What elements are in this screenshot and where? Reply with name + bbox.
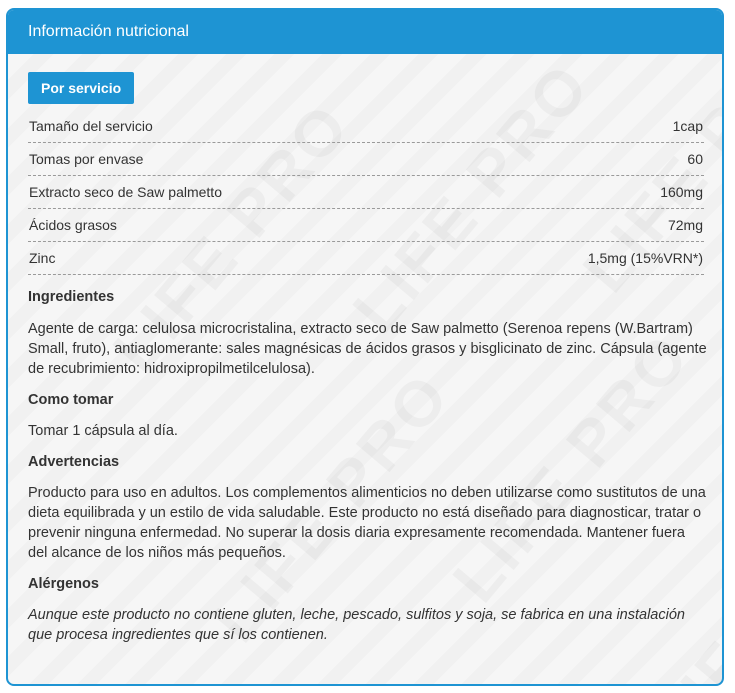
row-label: Zinc	[29, 250, 56, 266]
panel-content	[8, 54, 722, 645]
row-label: Extracto seco de Saw palmetto	[29, 184, 222, 200]
row-value: 60	[687, 151, 703, 167]
ingredients-title: Ingredientes	[28, 289, 115, 305]
row-value: 160mg	[660, 184, 703, 200]
table-row	[28, 176, 704, 209]
row-value: 1cap	[672, 118, 703, 134]
row-label: Tomas por envase	[29, 151, 144, 167]
row-label: Ácidos grasos	[29, 217, 117, 233]
per-serving-tab[interactable]: Por servicio	[28, 72, 134, 104]
ingredients-text: Agente de carga: celulosa microcristalina, extracto seco de Saw palmetto (Serenoa repens (W.Bartram) Small, fruto), antiaglomerante: sales magnésicas de ácidos grasos y bisglicinato de zinc. Cápsula (agente de recubrimiento: hidroxipropilmetilcelulosa).	[28, 321, 707, 377]
panel-header: Información nutricional	[8, 10, 722, 54]
nutrition-panel	[6, 8, 724, 686]
table-row	[28, 242, 704, 275]
row-label: Tamaño del servicio	[29, 118, 153, 134]
allergens-title: Alérgenos	[28, 576, 99, 592]
nutrition-table	[28, 110, 704, 275]
allergens-text: Aunque este producto no contiene gluten, leche, pescado, sulfitos y soja, se fabrica en una instalación que procesa ingredientes que sí los contienen.	[28, 607, 685, 643]
warnings-text: Producto para uso en adultos. Los complementos alimenticios no deben utilizarse como sustitutos de una dieta equilibrada y un estilo de vida saludable. Este producto no está diseñado para diagnosticar, tratar o prevenir ninguna enfermedad. No superar la dosis diaria expresamente recomendada. Mantener fuera del alcance de los niños más pequeños.	[28, 485, 706, 561]
table-row	[28, 209, 704, 242]
warnings-title: Advertencias	[28, 454, 120, 470]
row-value: 1,5mg (15%VRN*)	[587, 250, 703, 266]
table-row	[28, 143, 704, 176]
how-to-take-title: Como tomar	[28, 392, 114, 408]
how-to-take-text: Tomar 1 cápsula al día.	[28, 423, 178, 439]
row-value: 72mg	[667, 217, 703, 233]
table-row	[28, 110, 704, 143]
